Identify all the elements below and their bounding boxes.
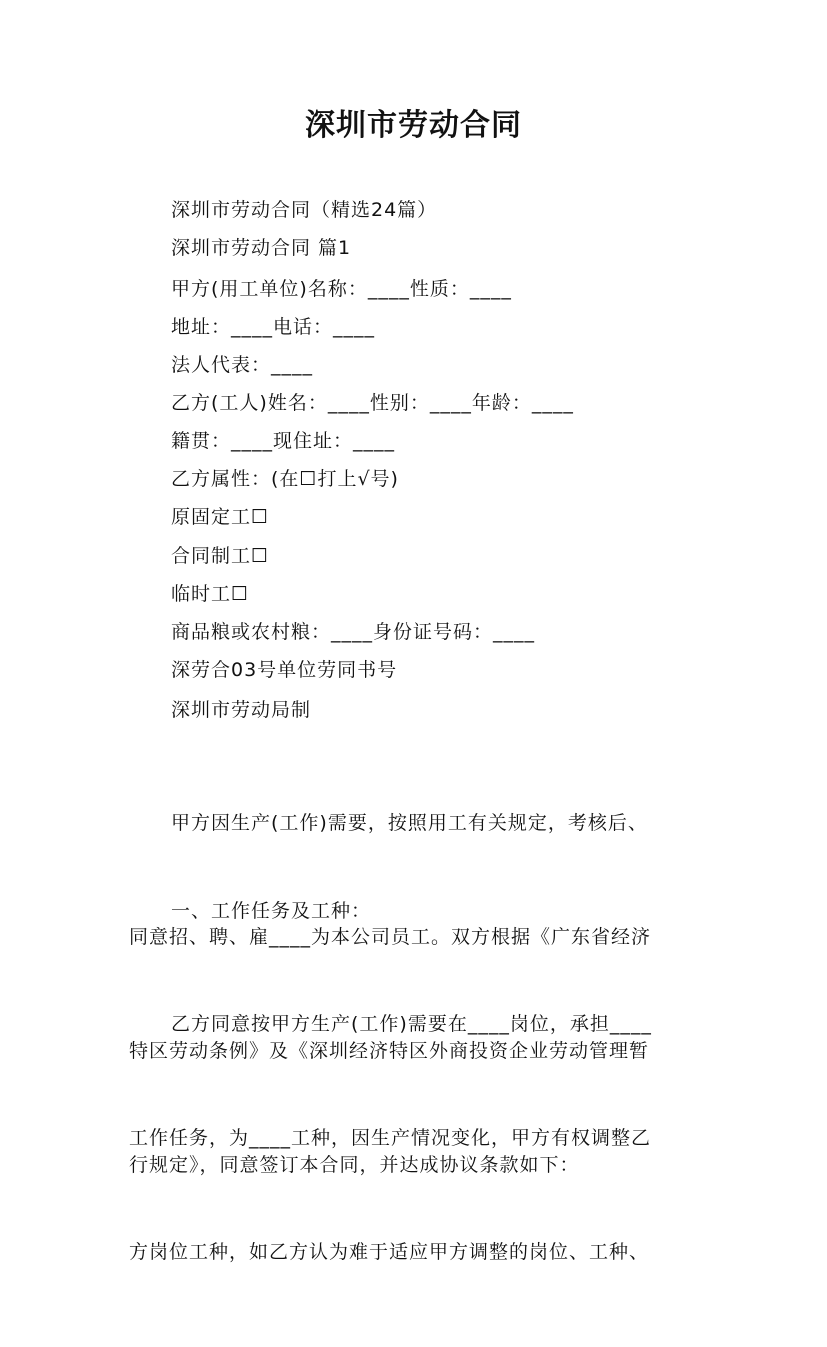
paragraph-line: 行规定》，同意签订本合同，并达成协议条款如下： (129, 1154, 580, 1176)
legal-rep-line: 法人代表：____ (171, 354, 314, 376)
address-phone-line: 地址：____电话：____ (171, 316, 376, 338)
party-a-name-line: 甲方(用工单位)名称：____性质：____ (171, 278, 512, 300)
paragraph-line: 乙方同意按甲方生产(工作)需要在____岗位，承担____ (171, 1013, 652, 1035)
paragraph-line: 甲方因生产(工作)需要，按照用工有关规定，考核后、 (171, 812, 648, 834)
section-heading-work-task: 一、工作任务及工种： (171, 900, 372, 922)
paragraph-work-task (129, 929, 719, 1347)
checkbox-permanent-worker: 原固定工☐ (171, 506, 270, 528)
party-b-name-line: 乙方(工人)姓名：____性别：____年龄：____ (171, 392, 574, 414)
checkbox-contract-worker: 合同制工☐ (171, 545, 270, 567)
paragraph-line: 同意招、聘、雇____为本公司员工。双方根据《广东省经济 (129, 926, 652, 948)
paragraph-line: 方岗位工种，如乙方认为难于适应甲方调整的岗位、工种、 (129, 1241, 650, 1263)
issuer-line: 深圳市劳动局制 (171, 699, 312, 721)
contract-number-line: 深劳合03号单位劳同书号 (171, 659, 398, 681)
origin-address-line: 籍贯：____现住址：____ (171, 430, 396, 452)
section-heading-article-1: 深圳市劳动合同 篇1 (171, 237, 352, 259)
paragraph-line: 特区劳动条例》及《深圳经济特区外商投资企业劳动管理暂 (129, 1040, 650, 1062)
grain-id-line: 商品粮或农村粮：____身份证号码：____ (171, 621, 536, 643)
checkbox-temporary-worker: 临时工☐ (171, 583, 250, 605)
paragraph-line: 工作任务，为____工种，因生产情况变化，甲方有权调整乙 (129, 1127, 652, 1149)
doc-subtitle: 深圳市劳动合同（精选24篇） (171, 199, 438, 221)
party-b-attribute-line: 乙方属性：(在☐打上√号) (171, 468, 399, 490)
document-title: 深圳市劳动合同 (305, 108, 522, 143)
